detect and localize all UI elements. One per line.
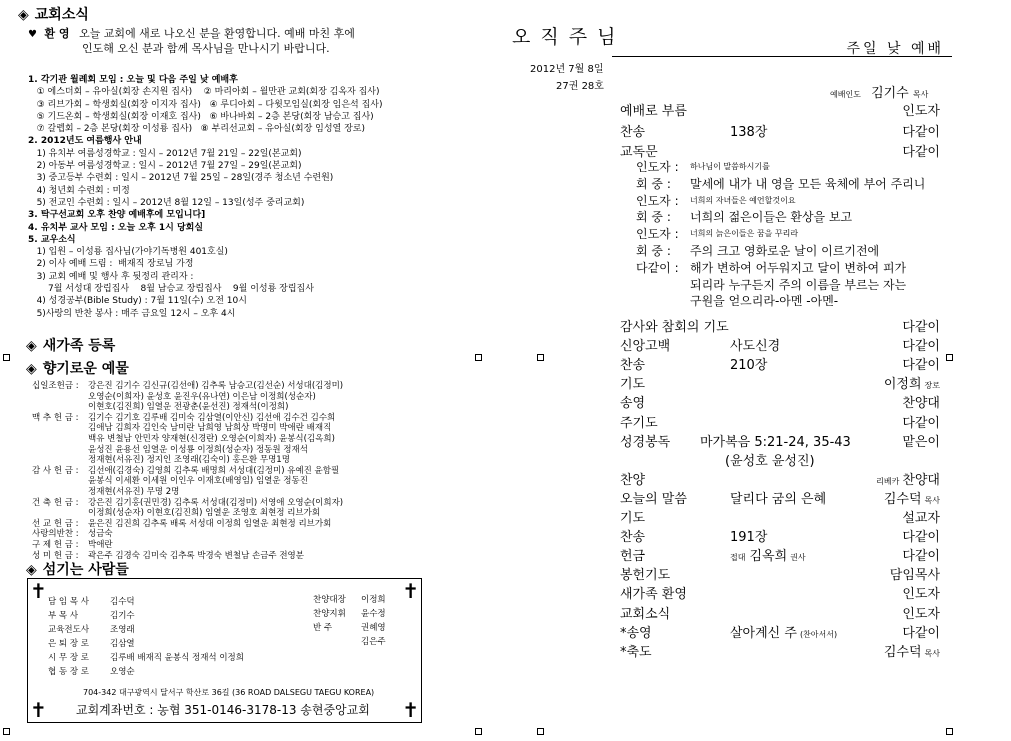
order-item: [620, 100, 940, 118]
reading-text: 너희의 자녀들은 예언할것이요: [690, 195, 796, 205]
order-item-leader-name: 다같이: [902, 358, 940, 374]
order-item-detail: [730, 335, 780, 354]
order-item-leader-name: 인도자: [902, 587, 940, 603]
news-line: ⑤ 기드온회 – 학생회실(회장 이재호 집사) ⑥ 바나바회 – 2층 본당(회장 남승고 집사): [28, 111, 374, 122]
reading-speaker: 인도자 :: [636, 227, 679, 242]
order-item-name: 헌금: [620, 549, 646, 565]
page-marker: [3, 354, 10, 361]
order-item-leader-name: 다같이: [902, 339, 940, 355]
offering-line: [32, 455, 343, 466]
order-item-name: 기도: [620, 377, 646, 393]
order-item-detail-text: 191장: [730, 530, 768, 546]
order-item: [620, 373, 940, 391]
reading-text: 해가 변하여 어두워지고 달이 변하여 피가: [690, 260, 907, 275]
order-item-leader: [902, 583, 940, 602]
order-item-leader-name: 김수덕: [883, 644, 922, 660]
offering-label: 십일조헌금 :: [32, 381, 79, 391]
offering-line: [32, 508, 343, 519]
order-item-leader-title: 장로: [924, 381, 940, 391]
order-item-leader-name: 다같이: [902, 145, 940, 160]
order-item-name: 교회소식: [620, 606, 671, 622]
reading-text: 되리라 누구든지 주의 이름을 부르는 자는: [690, 277, 907, 292]
offering-line: [32, 487, 343, 498]
order-item-name: 감사와 참회의 기도: [620, 320, 729, 335]
order-item-name: 찬양: [620, 472, 646, 488]
order-item-detail: [730, 526, 767, 545]
offering-names: 이정희(성순자) 이현호(김진희) 임열운 조영호 최현정 리브가회: [88, 508, 321, 519]
page-marker: [475, 728, 482, 735]
staff-names: 조영래: [110, 625, 135, 635]
cross-icon: ✝: [402, 698, 419, 722]
order-item-leader: [902, 100, 940, 119]
staff-names: 김루배 배재직 윤봉식 정재석 이정희: [110, 653, 244, 663]
offering-line: [32, 498, 343, 509]
news-line: 1) 입원 – 이성룡 집사님(가야기독병원 401호실): [28, 247, 228, 258]
offering-label: 선 교 헌 금 :: [32, 518, 79, 529]
order-item-leader: [902, 316, 940, 335]
reading-text: 너희의 젊은이들은 환상을 보고: [690, 210, 853, 225]
order-item-leader: [884, 373, 940, 392]
order-item-leader-name: 인도자: [902, 606, 940, 622]
order-item-leader-name: 다같이: [902, 124, 940, 140]
offering-names: 김기수 김기호 김루배 김미숙 김삼열(이안신) 김선애 김수건 김수희: [88, 412, 336, 423]
offering-line: [32, 466, 343, 477]
offering-label: 성 미 헌 금 :: [32, 550, 79, 561]
offering-names: 윤은진 김진희 김추록 배록 서성대 이정희 임열운 최현정 리브가회: [88, 518, 332, 529]
offering-names: 김애남 김희자 김인숙 남미란 남희영 남희상 박명미 박애란 배재직: [88, 423, 332, 434]
service-title: 주일 낮 예배: [846, 41, 944, 57]
order-item-leader-name: 찬양대: [902, 472, 940, 488]
order-item: [620, 141, 940, 159]
news-line: 2) 아동부 여름성경학교 : 일시 – 2012년 7월 27일 – 29일(본교회): [28, 161, 302, 172]
order-item-leader: [902, 526, 940, 545]
reading-speaker: 인도자 :: [636, 160, 679, 174]
order-item: [620, 354, 940, 372]
order-item-name: 기도: [620, 511, 646, 526]
offering-line: [32, 413, 343, 424]
choir-names: 김은주: [361, 637, 386, 647]
order-item-leader-name: 다같이: [902, 549, 940, 565]
welcome: [28, 25, 355, 41]
cross-icon: ✝: [30, 698, 47, 722]
servants-box: [27, 578, 422, 723]
offering-line: [32, 423, 343, 434]
offering-label: 사랑의반찬 :: [32, 529, 79, 540]
order-item-detail: [730, 545, 806, 564]
order-item-leader: [902, 335, 940, 354]
order-item: [620, 121, 940, 139]
offering-names: 김선애(김경숙) 김영희 김추록 배명희 서성대(김정미) 유예진 윤함필: [88, 465, 340, 476]
order-item-title: 권사: [790, 553, 806, 563]
order-item: [620, 469, 940, 487]
order-item-name: 성경봉독: [620, 434, 671, 450]
order-item-leader-name: 다같이: [902, 530, 940, 546]
offering-heading: ◈ 향기로운 예물: [26, 361, 129, 377]
order-item-leader: [884, 641, 940, 660]
cross-icon: ✝: [30, 579, 47, 603]
order-item-name: 찬송: [620, 358, 646, 374]
order-item-leader: [902, 431, 940, 450]
order-item-detail: [725, 450, 815, 469]
order-item-leader: [902, 141, 940, 160]
welcome-label: 환 영: [44, 27, 70, 40]
order-item: [620, 507, 940, 525]
offering-names: 성금숙: [88, 529, 113, 540]
order-item-name: 찬송: [620, 530, 646, 546]
choir-role: 찬양지휘: [313, 609, 346, 619]
order-item-detail-text: 김옥희: [749, 549, 788, 565]
offering-label: 감 사 헌 금 :: [32, 465, 79, 476]
bulletin-title: 오 직 주 님: [512, 26, 618, 48]
choir-role: 찬양대장: [313, 595, 346, 605]
order-item-leader: [902, 507, 940, 526]
order-item-leader-name: 인도자: [902, 104, 940, 119]
order-item-name: *축도: [620, 644, 652, 660]
order-item-name: 신앙고백: [620, 339, 671, 355]
order-item-detail: [730, 121, 767, 140]
heart-icon: ♥: [28, 29, 37, 40]
offering-names: 정재현(서유진) 무명 2명: [88, 486, 180, 497]
order-item-detail-text: 마가복음 5:21-24, 35-43: [700, 434, 851, 450]
order-item-detail: [730, 488, 826, 507]
offering-list: [32, 381, 343, 561]
offering-label: 건 축 헌 금 :: [32, 497, 79, 508]
order-item-leader-name: 다같이: [902, 415, 940, 431]
reading-text: 하나님이 말씀하시기를: [690, 162, 770, 171]
news-line: 2) 이사 예배 드림 : 배재직 장로님 가정: [28, 259, 194, 270]
order-item: [620, 412, 940, 430]
news-line: 5) 전교인 수련회 : 일시 – 2012년 8월 12일 – 13일(성주 중리교회): [28, 197, 305, 208]
news-heading: ◈ 교회소식: [18, 7, 89, 23]
order-item-leader: [890, 564, 940, 583]
order-item-leader-name: 다같이: [902, 625, 940, 641]
diamond-icon: ◈: [26, 361, 37, 377]
order-item-leader: [884, 488, 940, 507]
offering-label: 맥 추 헌 금 :: [32, 412, 79, 423]
address: 704-342 대구광역시 달서구 학산로 36길 (36 ROAD DALSEGU TAEGU KOREA): [83, 688, 375, 697]
order-item-leader: [902, 622, 940, 641]
order-item: [620, 622, 940, 640]
order-item-leader: [902, 545, 940, 564]
news-line: 2. 2012년도 여름행사 안내: [28, 136, 142, 147]
offering-line: [32, 519, 343, 530]
reading-speaker: 회 중 :: [636, 244, 671, 258]
offering-names: 이현호(김진희) 임열운 전광춘(윤선진) 정재석(이정희): [88, 402, 289, 413]
reading-text: 말세에 내가 내 영을 모든 육체에 부어 주리니: [690, 176, 926, 191]
choir-role: 반 주: [313, 623, 333, 633]
order-item-leader-name: 김수덕: [883, 491, 922, 507]
order-item-name: 오늘의 말씀: [620, 491, 687, 507]
page-marker: [3, 728, 10, 735]
service-title-bar: [612, 38, 952, 57]
diamond-icon: ◈: [26, 338, 37, 354]
offering-line: [32, 402, 343, 413]
staff-names: 김기수: [110, 611, 135, 621]
offering-names: 박애란: [88, 539, 113, 550]
order-item-name: 송영: [620, 396, 646, 412]
order-item-leader-name: 맡은이: [902, 434, 940, 450]
order-item: [620, 431, 940, 449]
staff-role: 은 퇴 장 로: [48, 639, 89, 649]
order-item: [620, 545, 940, 563]
news-list: [28, 74, 382, 320]
news-line: 4) 청년회 수련회 : 미정: [28, 185, 130, 196]
news-line: 4) 성경공부(Bible Study) : 7월 11일(수) 오전 10시: [28, 296, 247, 307]
choir-names: 권혜영: [361, 623, 386, 633]
offering-line: [32, 476, 343, 487]
page-marker: [475, 354, 482, 361]
order-item: [620, 335, 940, 353]
order-item-name: *송영: [620, 625, 652, 641]
presider: 예배인도 김기수 목사: [830, 86, 929, 101]
news-line: ⑦ 갈렙회 – 2층 본당(회장 이성룡 집사) ⑧ 부리선교회 – 유아실(회장 임성열 장로): [28, 124, 365, 135]
order-item-note: 리베카: [876, 476, 900, 486]
diamond-icon: ◈: [26, 562, 37, 578]
offering-line: [32, 381, 343, 392]
choir-names: 이정희: [361, 595, 386, 605]
order-item: [620, 583, 940, 601]
diamond-icon: ◈: [18, 7, 29, 23]
order-item: [620, 450, 940, 468]
offering-label: 구 제 헌 금 :: [32, 539, 79, 550]
newfamily-heading: ◈ 새가족 등록: [26, 338, 116, 354]
page-marker: [946, 354, 953, 361]
order-item-detail-text: 살아계신 주: [730, 625, 797, 641]
order-item-leader-title: 목사: [924, 495, 940, 505]
order-item: [620, 488, 940, 506]
news-line: 3) 중고등부 수련회 : 일시 – 2012년 7월 25일 – 28일(경주 청소년 수련원): [28, 173, 334, 184]
reading-text: 너희의 늙은이들은 꿈을 꾸리라: [690, 229, 799, 239]
order-item-name: 봉헌기도: [620, 568, 671, 584]
order-item: [620, 564, 940, 582]
offering-line: [32, 392, 343, 403]
welcome-line1: 오늘 교회에 새로 나오신 분을 환영합니다. 예배 마친 후에: [79, 27, 355, 40]
order-item-leader-name: 찬양대: [902, 396, 940, 412]
order-item: [620, 526, 940, 544]
order-item-name: 교독문: [620, 145, 658, 160]
offering-line: [32, 434, 343, 445]
staff-role: 시 무 장 로: [48, 653, 89, 663]
staff-role: 교육전도사: [48, 625, 90, 635]
staff-names: 오영순: [110, 667, 135, 677]
reading-speaker: 다같이 :: [636, 260, 679, 275]
bulletin-date: 2012년 7월 8일: [530, 64, 604, 75]
order-item: [620, 641, 940, 659]
order-item-leader: [902, 603, 940, 622]
offering-line: [32, 540, 343, 551]
choir-names: 윤수정: [361, 609, 386, 619]
order-item-leader: [902, 412, 940, 431]
order-item-detail-text: 210장: [730, 358, 768, 374]
order-item-leader-title: 목사: [924, 648, 940, 658]
reading-speaker: 회 중 :: [636, 176, 671, 191]
reading-speaker: 회 중 :: [636, 210, 671, 225]
staff-names: 김삼열: [110, 639, 135, 649]
offering-names: 강은진 김기수 김신규(김선애) 김추록 남승고(김선순) 서성대(김정미): [88, 381, 344, 391]
news-line: 3) 교회 예배 및 행사 후 뒷정리 관리자 :: [28, 271, 194, 282]
order-item-detail-text: 138장: [730, 124, 768, 140]
reading-speaker: 인도자 :: [636, 193, 679, 208]
offering-names: 백유 변철남 안민자 양재현(신경란) 오영순(이희자) 윤봉식(김옥희): [88, 433, 335, 444]
staff-names: 김수덕: [110, 597, 135, 607]
offering-names: 윤성진 윤용선 임열운 이성룡 이정희(성순자) 정동원 정재석: [88, 444, 308, 455]
news-line: 1. 각기관 월례회 모임 : 오늘 및 다음 주일 낮 예배후: [28, 75, 238, 85]
order-item-name: 새가족 환영: [620, 587, 687, 603]
account-number: 교회계좌번호 : 농협 351-0146-3178-13 송현중앙교회: [76, 703, 370, 717]
news-line: 5)사랑의 반찬 봉사 : 매주 금요일 12시 – 오후 4시: [28, 308, 236, 319]
news-line: 5. 교우소식: [28, 234, 76, 245]
order-item-leader: [902, 121, 940, 140]
offering-line: [32, 445, 343, 456]
staff-role: 협 동 장 로: [48, 667, 89, 677]
offering-names: 윤봉식 이세환 이세원 이인우 이재호(배영임) 임열운 정동진: [88, 476, 308, 487]
order-item-leader-name: 다같이: [902, 320, 940, 335]
staff-role: 담 임 목 사: [48, 597, 89, 607]
order-item-note: 접대: [730, 553, 746, 563]
order-item-leader-name: 담임목사: [889, 568, 940, 584]
order-item-detail: [730, 354, 767, 373]
welcome-line2: 인도해 오신 분과 함께 목사님을 만나시기 바랍니다.: [82, 42, 330, 55]
order-item-detail-text: (윤성호 윤성진): [725, 453, 815, 469]
bulletin-issue: 27권 28호: [556, 81, 604, 92]
order-item-leader: [873, 469, 940, 488]
order-item-name: 주기도: [620, 415, 658, 431]
reading-text: 구원을 얻으리라-아멘 -아멘-: [690, 294, 839, 309]
news-line: 3. 탁구선교회 오후 찬양 예배후에 모입니다]: [28, 210, 206, 221]
order-item: [620, 603, 940, 621]
order-item-detail: [700, 431, 851, 450]
page-marker: [537, 728, 544, 735]
news-line: ③ 리브가회 – 학생회실(회장 이지자 집사) ④ 루디아회 – 다윗모임실(회장 임은석 집사): [28, 99, 383, 110]
order-item: [620, 392, 940, 410]
order-item-title: (찬아서서): [799, 629, 838, 639]
order-item: [620, 316, 940, 334]
page-marker: [946, 728, 953, 735]
offering-names: 곽은주 김경숙 김미숙 김추록 박경숙 변철남 손금주 전영분: [88, 550, 304, 561]
news-line: 1) 유치부 여름성경학교 : 일시 – 2012년 7월 21일 – 22일(본교회): [28, 148, 302, 159]
offering-names: 오영순(이희자) 윤성호 윤진우(유나연) 이은남 이정희(성순자): [88, 391, 316, 402]
page-marker: [537, 354, 544, 361]
offering-names: 강은진 김기홍(권민경) 김추록 서성대(김정미) 서영애 오영순(이희자): [88, 497, 344, 508]
offering-line: [32, 529, 343, 540]
order-item-name: 찬송: [620, 124, 646, 140]
servants-heading: ◈ 섬기는 사람들: [26, 562, 129, 578]
reading-text: 주의 크고 영화로운 날이 이르기전에: [690, 244, 880, 258]
staff-role: 부 목 사: [48, 611, 79, 621]
news-line: 4. 유치부 교사 모임 : 오늘 오후 1시 당회실: [28, 222, 204, 233]
order-item-leader: [902, 392, 940, 411]
order-item-leader-name: 설교자: [902, 511, 940, 526]
news-line: 7월 서성대 장립집사 8월 남승교 장립집사 9월 이성룡 장립집사: [28, 284, 314, 295]
cross-icon: ✝: [402, 579, 419, 603]
order-item-leader-name: 이정희: [883, 377, 922, 393]
order-item-name: 예배로 부름: [620, 104, 687, 119]
offering-names: 정재현(서유진) 정지인 조영래(김숙이) 홍은환 무명1명: [88, 455, 290, 466]
order-item-detail-text: 사도신경: [730, 339, 781, 355]
order-item-detail-text: 달리다 굼의 은혜: [730, 491, 827, 507]
news-line: ① 에스더회 – 유아실(회장 손지원 집사) ② 마리아회 – 월만관 교회(회장 김옥자 집사): [28, 87, 380, 98]
order-item-detail: [730, 622, 837, 641]
order-item-leader: [902, 354, 940, 373]
